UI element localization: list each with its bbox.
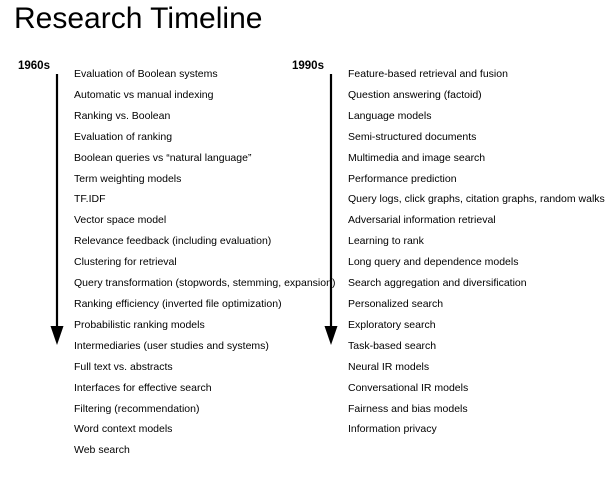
list-item: Filtering (recommendation)	[74, 402, 200, 415]
list-item: Search aggregation and diversification	[348, 277, 527, 290]
list-item: Adversarial information retrieval	[348, 214, 496, 227]
list-item: Conversational IR models	[348, 381, 469, 394]
list-item: Language models	[348, 109, 432, 122]
page-title: Research Timeline	[14, 2, 263, 35]
list-item: Task-based search	[348, 339, 437, 352]
down-arrow-icon	[324, 74, 338, 351]
list-item: Information privacy	[348, 423, 437, 436]
list-item: Relevance feedback (including evaluation)	[74, 235, 272, 248]
list-item: Automatic vs manual indexing	[74, 88, 214, 101]
list-item: Exploratory search	[348, 318, 436, 331]
decade-label-1990s: 1990s	[292, 60, 324, 72]
list-item: Semi-structured documents	[348, 130, 477, 143]
list-item: Evaluation of ranking	[74, 130, 173, 143]
list-item: Personalized search	[348, 297, 444, 310]
list-item: Learning to rank	[348, 235, 424, 248]
list-item: Intermediaries (user studies and systems)	[74, 339, 269, 352]
list-item: Term weighting models	[74, 172, 182, 185]
list-item: Fairness and bias models	[348, 402, 468, 415]
timeline-items-1960s	[74, 64, 335, 461]
list-item: Clustering for retrieval	[74, 256, 177, 269]
list-item: TF.IDF	[74, 193, 106, 206]
list-item: Feature-based retrieval and fusion	[348, 68, 508, 80]
list-item: Performance prediction	[348, 172, 457, 185]
list-item: Boolean queries vs “natural language”	[74, 151, 252, 164]
list-item: Long query and dependence models	[348, 256, 519, 269]
list-item: Web search	[74, 444, 130, 457]
list-item: Full text vs. abstracts	[74, 360, 173, 373]
timeline-items-1990s	[348, 64, 605, 440]
list-item: Multimedia and image search	[348, 151, 486, 164]
list-item: Neural IR models	[348, 360, 430, 373]
list-item: Query logs, click graphs, citation graphs, random walks	[348, 193, 605, 206]
list-item: Evaluation of Boolean systems	[74, 68, 218, 80]
list-item: Query transformation (stopwords, stemming, expansion)	[74, 277, 336, 290]
list-item: Probabilistic ranking models	[74, 318, 205, 331]
list-item: Vector space model	[74, 214, 167, 227]
list-item: Question answering (factoid)	[348, 88, 482, 101]
decade-label-1960s: 1960s	[18, 60, 50, 72]
list-item: Ranking efficiency (inverted file optimization)	[74, 297, 282, 310]
down-arrow-icon	[50, 74, 64, 351]
list-item: Ranking vs. Boolean	[74, 109, 171, 122]
list-item: Interfaces for effective search	[74, 381, 212, 394]
list-item: Word context models	[74, 423, 173, 436]
